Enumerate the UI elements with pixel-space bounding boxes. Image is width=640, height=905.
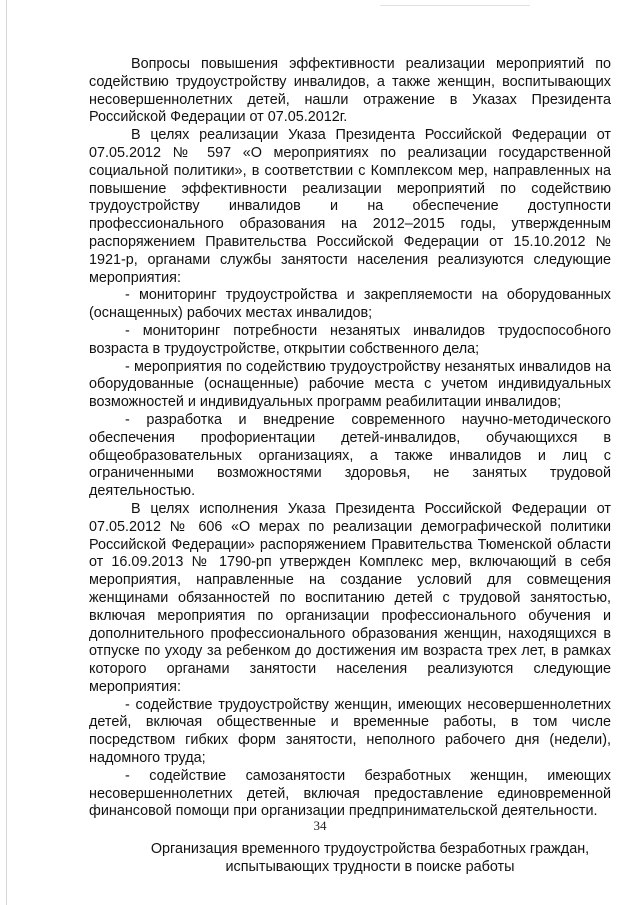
paragraph-decree-606: В целях исполнения Указа Президента Российской Федерации от 07.05.2012 № 606 «О мерах по реализации демографической политики Российской Федерации» распоряжением Правительства Тюменской области от 16.09.2013 № 1790-рп утвержден Комплекс мер, включающий в себя мероприятия, направленные на создание условий для совмещения женщинами обязанностей по воспитанию детей с трудовой занятостью, включая мероприятия по организации профессионального обучения и дополнительного профессионального образования женщин, находящихся в отпуске по уходу за ребенком до достижения им возраста трех лет, в рамках которого органами занятости населения реализуются следующие мероприятия: bbox=[89, 500, 611, 695]
section-heading-line-2: испытывающих трудности в поиске работы bbox=[225, 859, 515, 876]
document-body bbox=[89, 56, 611, 877]
list-item: - содействие самозанятости безработных женщин, имеющих несовершеннолетних детей, включая предоставление единовременной финансовой помощи при организации предпринимательской деятельности. bbox=[89, 767, 611, 820]
paragraph-decree-597: В целях реализации Указа Президента Российской Федерации от 07.05.2012 № 597 «О мероприятиях по реализации государственной социальной политики», в соответствии с Комплексом мер, направленных на повышение эффективности реализации мероприятий по содействию трудоустройству инвалидов и на обеспечение доступности профессионального образования на 2012–2015 годы, утвержденным распоряжением Правительства Российской Федерации от 15.10.2012 № 1921-р, органами службы занятости населения реализуются следующие мероприятия: bbox=[89, 127, 611, 286]
list-item: - мероприятия по содействию трудоустройству незанятых инвалидов на оборудованные (оснащенные) рабочие места с учетом индивидуальных возможностей и индивидуальных программ реабилитации инвалидов; bbox=[89, 358, 611, 411]
list-item: - содействие трудоустройству женщин, имеющих несовершеннолетних детей, включая общественные и временные работы, в том числе посредством гибких форм занятости, неполного рабочего дня (недели), надомного труда; bbox=[89, 696, 611, 767]
list-item: - мониторинг трудоустройства и закрепляемости на оборудованных (оснащенных) рабочих местах инвалидов; bbox=[89, 287, 611, 322]
paragraph-intro: Вопросы повышения эффективности реализации мероприятий по содействию трудоустройству инвалидов, а также женщин, воспитывающих несовершеннолетних детей, нашли отражение в Указах Президента Российской Федерации от 07.05.2012г. bbox=[89, 56, 611, 126]
list-item: - мониторинг потребности незанятых инвалидов трудоспособного возраста в трудоустройстве, открытии собственного дела; bbox=[89, 322, 611, 357]
scan-edge-left bbox=[6, 0, 7, 905]
page-number: 34 bbox=[313, 818, 327, 833]
section-heading-line-1: Организация временного трудоустройства безработных граждан, bbox=[150, 841, 590, 858]
section-heading bbox=[89, 841, 611, 877]
list-item: - разработка и внедрение современного научно-методического обеспечения профориентации детей-инвалидов, обучающихся в общеобразовательных организациях, а также инвалидов и лиц с ограниченными возможностями здоровья, не занятых трудовой деятельностью. bbox=[89, 411, 611, 500]
scan-edge-top bbox=[380, 5, 530, 6]
